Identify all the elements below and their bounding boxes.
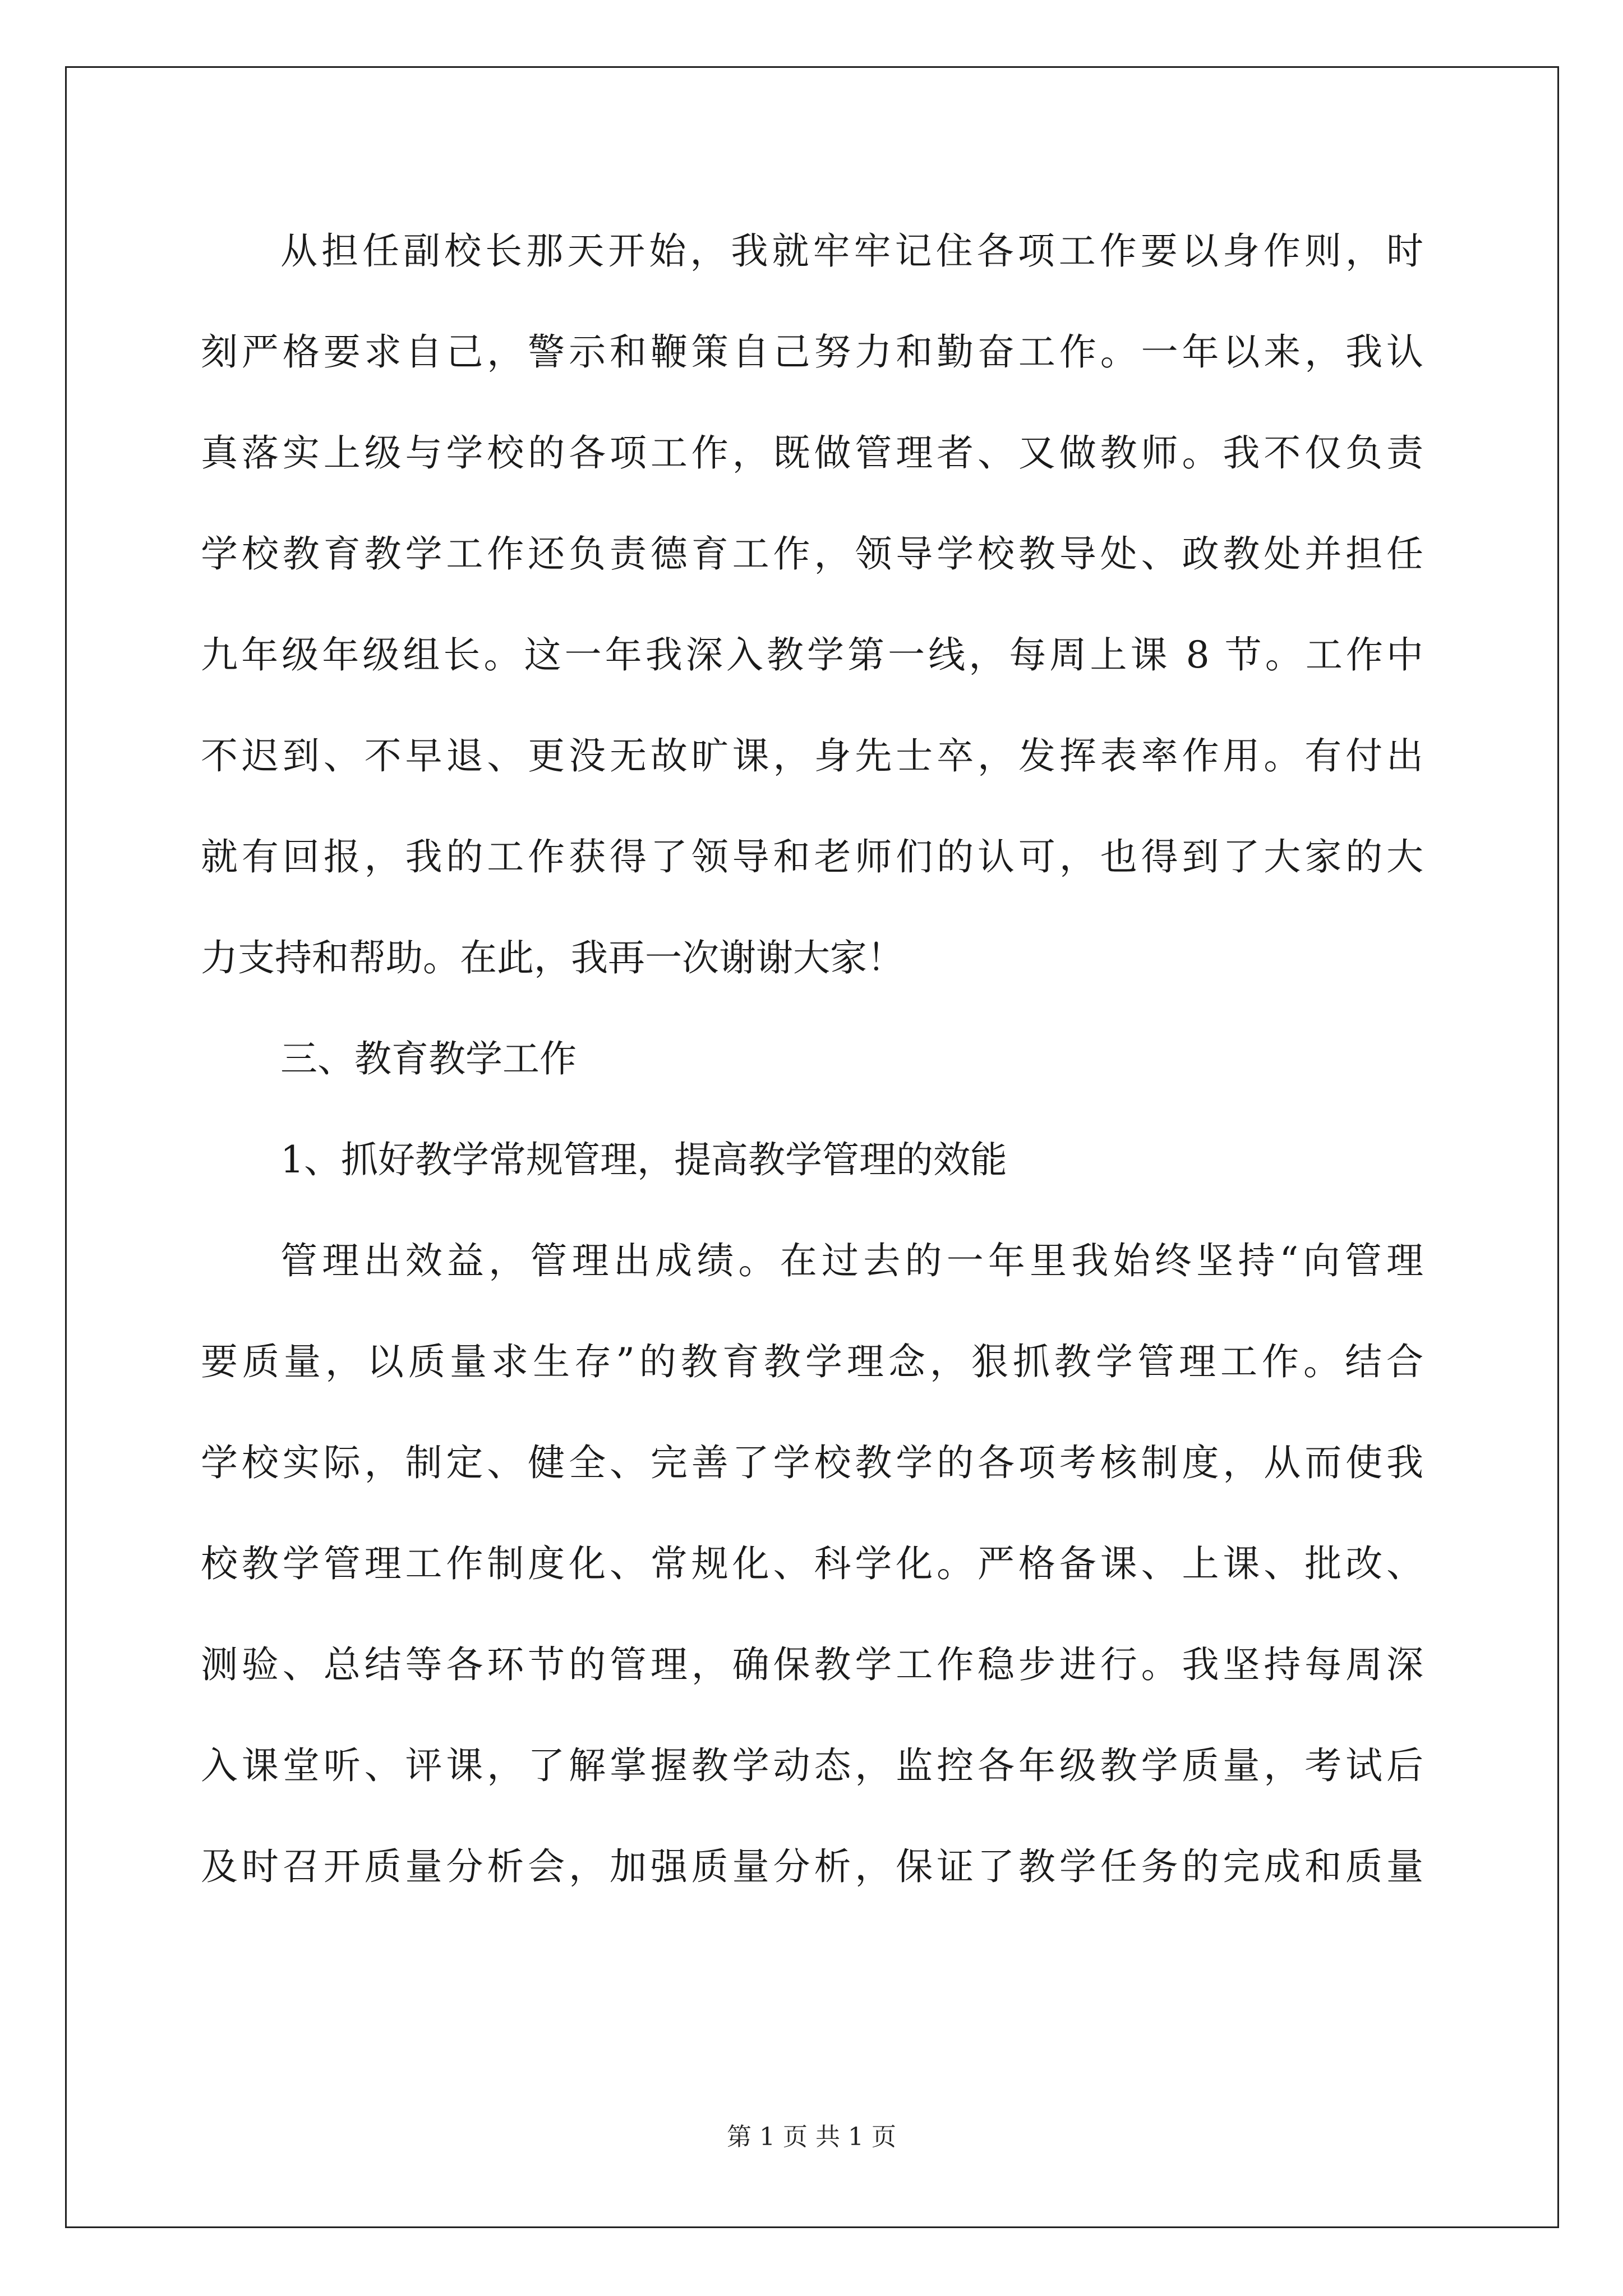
paragraph-line: 九年级年级组长。这一年我深入教学第一线，每周上课 8 节。工作中 [201,633,1423,677]
paragraph-line: 真落实上级与学校的各项工作，既做管理者、又做教师。我不仅负责 [201,431,1423,475]
paragraph-line: 刻严格要求自己，警示和鞭策自己努力和勤奋工作。一年以来，我认 [201,330,1423,374]
paragraph-line: 就有回报，我的工作获得了领导和老师们的认可，也得到了大家的大 [201,835,1423,878]
paragraph-line: 学校实际，制定、健全、完善了学校教学的各项考核制度，从而使我 [201,1441,1423,1484]
paragraph-line: 不迟到、不早退、更没无故旷课，身先士卒，发挥表率作用。有付出 [201,734,1423,777]
paragraph-line: 从担任副校长那天开始，我就牢牢记住各项工作要以身作则，时 [280,229,1423,273]
page-number-footer: 第 1 页 共 1 页 [727,2123,896,2151]
paragraph-line: 管理出效益，管理出成绩。在过去的一年里我始终坚持“向管理 [280,1239,1423,1282]
paragraph-line: 测验、总结等各环节的管理，确保教学工作稳步进行。我坚持每周深 [201,1643,1423,1686]
section-heading: 三、教育教学工作 [280,1037,577,1080]
subsection-heading: 1、抓好教学常规管理，提高教学管理的效能 [280,1138,1007,1181]
paragraph-line: 要质量，以质量求生存”的教育教学理念，狠抓教学管理工作。结合 [201,1340,1423,1383]
paragraph-line: 校教学管理工作制度化、常规化、科学化。严格备课、上课、批改、 [201,1542,1423,1585]
paragraph-line: 学校教育教学工作还负责德育工作，领导学校教导处、政教处并担任 [201,532,1423,576]
paragraph-line: 及时召开质量分析会，加强质量分析，保证了教学任务的完成和质量 [201,1845,1423,1888]
paragraph-line: 入课堂听、评课，了解掌握教学动态，监控各年级教学质量，考试后 [201,1744,1423,1787]
paragraph-line: 力支持和帮助。在此，我再一次谢谢大家！ [201,936,904,979]
